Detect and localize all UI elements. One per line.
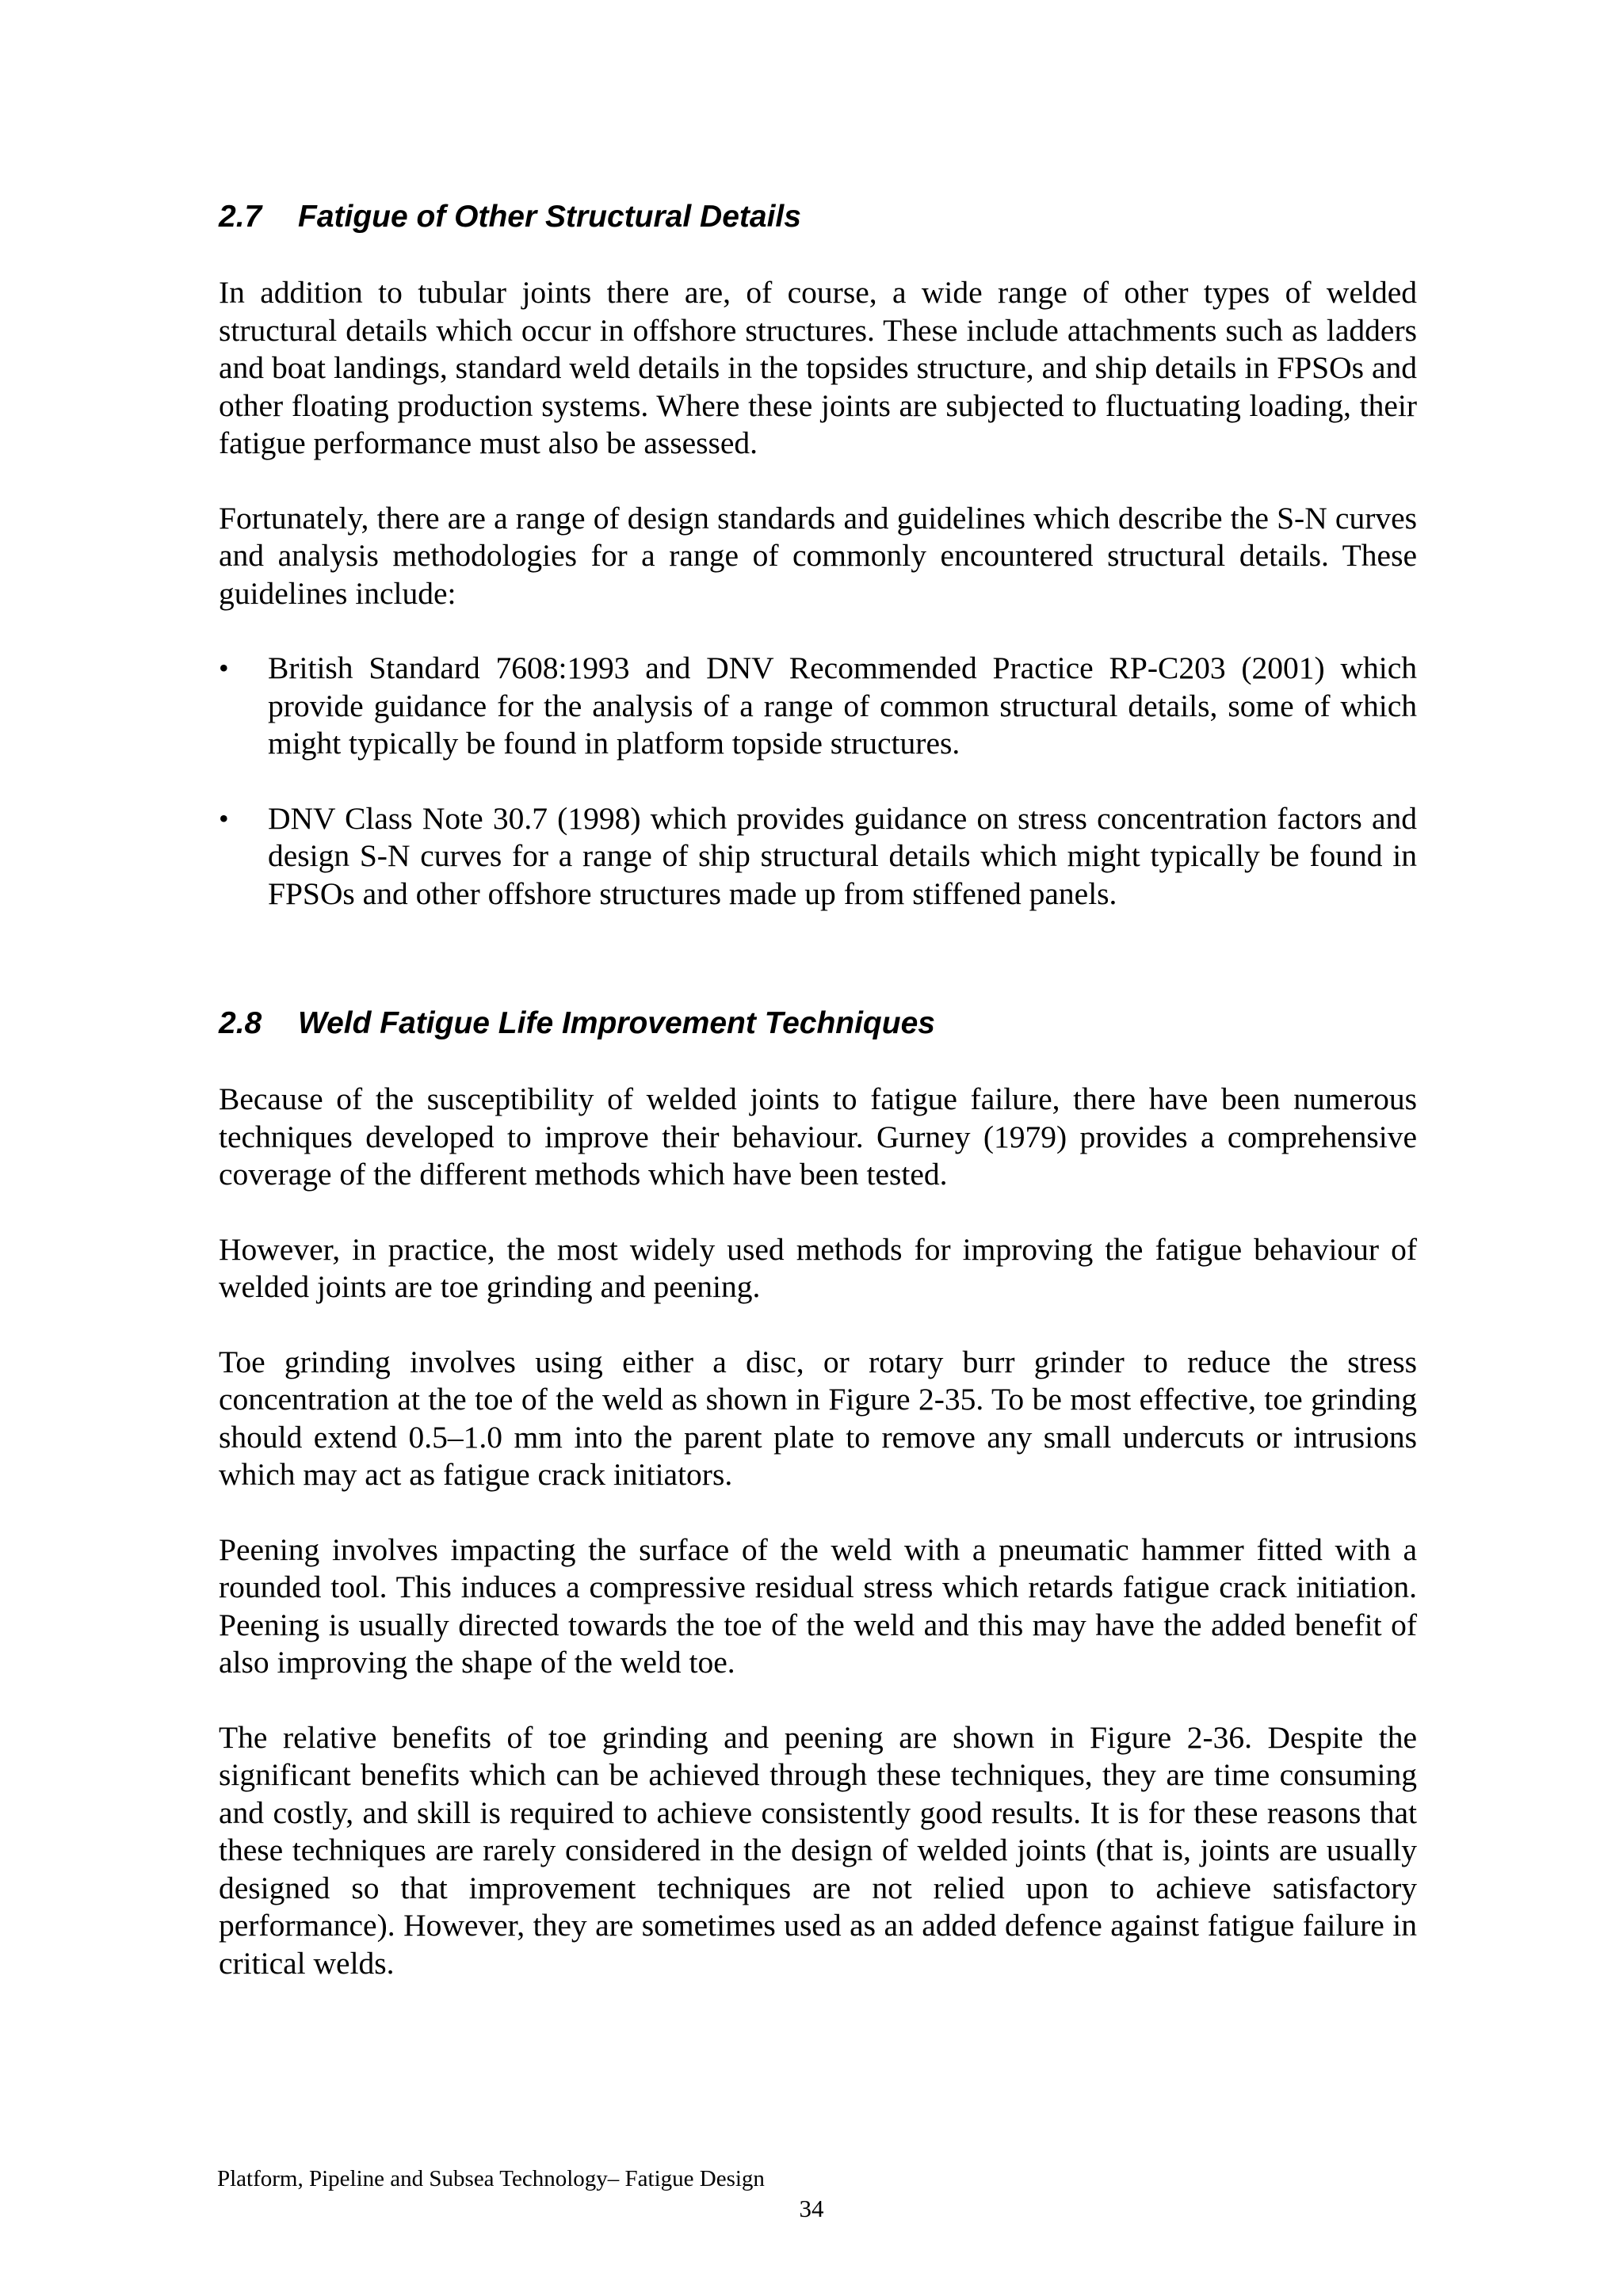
page-number: 34 bbox=[799, 2195, 824, 2222]
bullet-icon: • bbox=[219, 802, 229, 834]
paragraph: In addition to tubular joints there are, of course, a wide range of other types of welded structural details which occur in offshore structures. These include attachments such as ladders and boat landings, standard weld details in the topsides structure, and ship details in FPSOs and other floating production systems. Where these joints are subjected to fluctuating loading, their fatigue performance must also be assessed. bbox=[219, 275, 1417, 460]
paragraph: Peening involves impacting the surface of the weld with a pneumatic hammer fitted with a rounded tool. This induces a compressive residual stress which retards fatigue crack initiation. Peening is usually directed towards the toe of the weld and this may have the added benefit of also improving the shape of the weld toe. bbox=[219, 1531, 1417, 1680]
list-item-text: DNV Class Note 30.7 (1998) which provides guidance on stress concentration factors and design S-N curves for a range of ship structural details which might typically be found in FPSOs and other offshore structures made up from stiffened panels. bbox=[268, 800, 1417, 911]
paragraph: Toe grinding involves using either a disc, or rotary burr grinder to reduce the stress concentration at the toe of the weld as shown in Figure 2-35. To be most effective, toe grinding should extend 0.5–1.0 mm into the parent plate to remove any small undercuts or intrusions which may act as fatigue crack initiators. bbox=[219, 1344, 1417, 1492]
list-item-text: British Standard 7608:1993 and DNV Recommended Practice RP-C203 (2001) which provide guidance for the analysis of a range of common structural details, some of which might typically be found in platform topside structures. bbox=[268, 650, 1417, 761]
bullet-list bbox=[219, 650, 1417, 913]
paragraph: Because of the susceptibility of welded joints to fatigue failure, there have been numerous techniques developed to improve their behaviour. Gurney (1979) provides a comprehensive coverage of the different methods which have been tested. bbox=[219, 1081, 1417, 1192]
list-item bbox=[219, 650, 1417, 763]
section-heading-2-8 bbox=[219, 1005, 1417, 1043]
page-body bbox=[219, 198, 1417, 1982]
paragraph: However, in practice, the most widely used methods for improving the fatigue behaviour of welded joints are toe grinding and peening. bbox=[219, 1231, 1417, 1304]
section-title: Weld Fatigue Life Improvement Techniques bbox=[298, 1006, 935, 1040]
list-item bbox=[219, 800, 1417, 913]
section-number: 2.7 bbox=[219, 200, 262, 234]
section-title: Fatigue of Other Structural Details bbox=[298, 200, 801, 234]
paragraph: Fortunately, there are a range of design standards and guidelines which describe the S-N curves and analysis methodologies for a range of commonly encountered structural details. These guidelines include: bbox=[219, 500, 1417, 611]
page-footer: Platform, Pipeline and Subsea Technology– Fatigue Design bbox=[217, 2166, 765, 2191]
paragraph: The relative benefits of toe grinding and peening are shown in Figure 2-36. Despite the significant benefits which can be achieved through these techniques, they are time consuming and costly, and skill is required to achieve consistently good results. It is for these reasons that these techniques are rarely considered in the design of welded joints (that is, joints are usually designed so that improvement techniques are not relied upon to achieve satisfactory performance). However, they are sometimes used as an added defence against fatigue failure in critical welds. bbox=[219, 1719, 1417, 1981]
section-number: 2.8 bbox=[219, 1006, 262, 1040]
section-heading-2-7 bbox=[219, 198, 1417, 236]
bullet-icon: • bbox=[219, 652, 229, 684]
